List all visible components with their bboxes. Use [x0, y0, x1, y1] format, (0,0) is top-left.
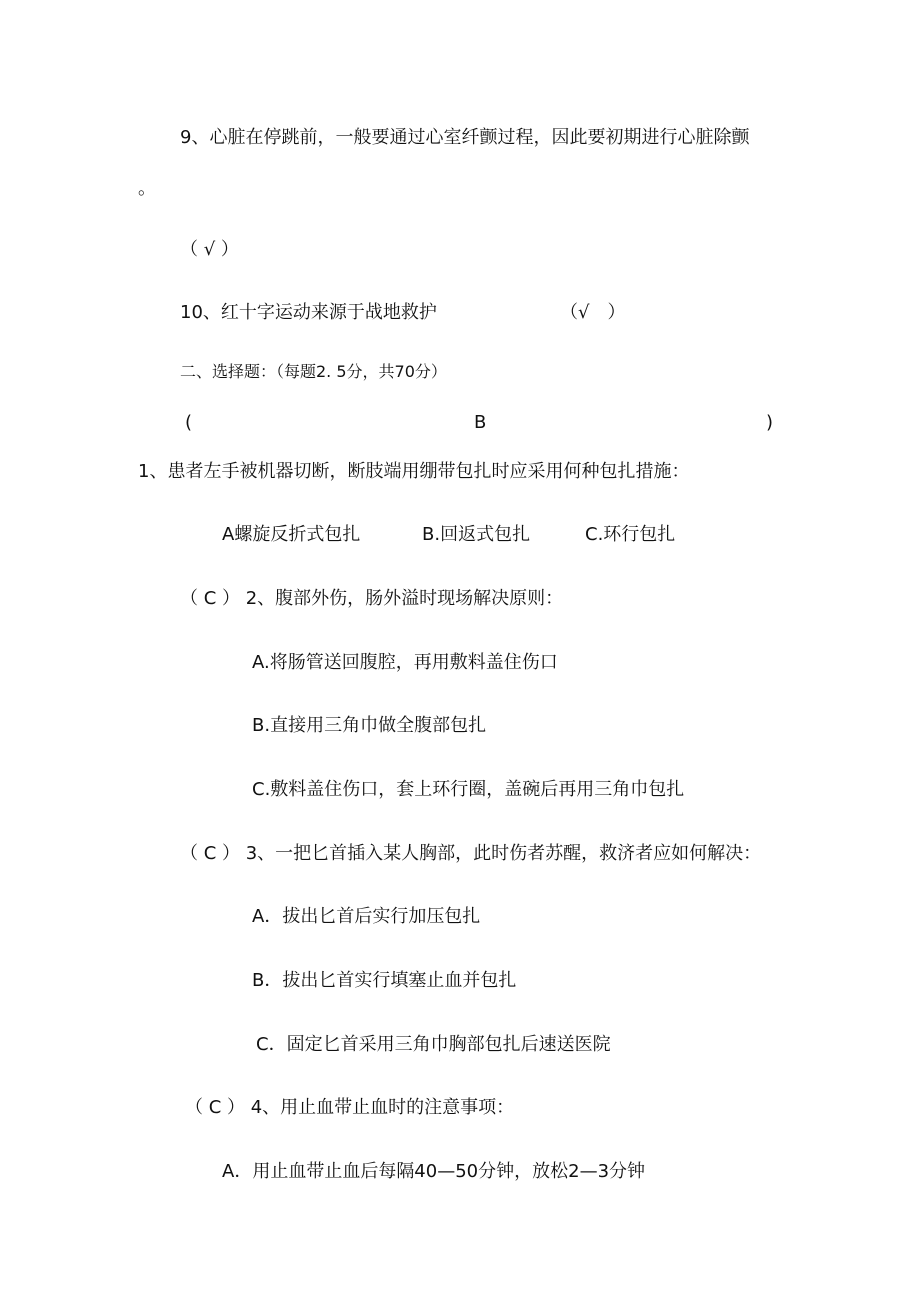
mc2-option-b: B.直接用三角巾做全腹部包扎 — [252, 715, 487, 736]
mc3-question: （ C ） 3、一把匕首插入某人胸部，此时伤者苏醒，救济者应如何解决： — [180, 843, 762, 864]
mc3-option-a: A．拔出匕首后实行加压包扎 — [252, 906, 481, 927]
mc1-option-b: B.回返式包扎 — [422, 524, 531, 545]
q9-answer: （ √ ） — [180, 239, 239, 260]
section2-title: 二、选择题：（每题2. 5分，共70分） — [180, 362, 447, 381]
mc3-option-c: C．固定匕首采用三角巾胸部包扎后速送医院 — [256, 1034, 611, 1055]
mc1-open-paren: ( — [185, 412, 193, 433]
mc1-option-c: C.环行包扎 — [585, 524, 676, 545]
mc4-question: （ C ） 4、用止血带止血时的注意事项： — [185, 1097, 515, 1118]
mc1-answer: B — [474, 412, 487, 433]
mc2-question: （ C ） 2、腹部外伤，肠外溢时现场解决原则： — [180, 588, 564, 609]
q10-answer: （√ ） — [560, 302, 626, 323]
mc1-option-a: A螺旋反折式包扎 — [222, 524, 361, 545]
mc2-option-a: A.将肠管送回腹腔，再用敷料盖住伤口 — [252, 652, 558, 673]
q9-tail: 。 — [138, 178, 156, 199]
mc2-option-c: C.敷料盖住伤口，套上环行圈，盖碗后再用三角巾包扎 — [252, 779, 685, 800]
mc1-close-paren: ) — [766, 412, 774, 433]
mc4-option-a: A．用止血带止血后每隔40—50分钟，放松2—3分钟 — [222, 1161, 646, 1182]
q10-text: 10、红十字运动来源于战地救护 — [180, 302, 437, 323]
mc1-question: 1、患者左手被机器切断，断肢端用绷带包扎时应采用何种包扎措施： — [138, 461, 690, 482]
q9-text: 9、心脏在停跳前，一般要通过心室纤颤过程，因此要初期进行心脏除颤 — [180, 127, 750, 148]
mc3-option-b: B．拔出匕首实行填塞止血并包扎 — [252, 970, 517, 991]
